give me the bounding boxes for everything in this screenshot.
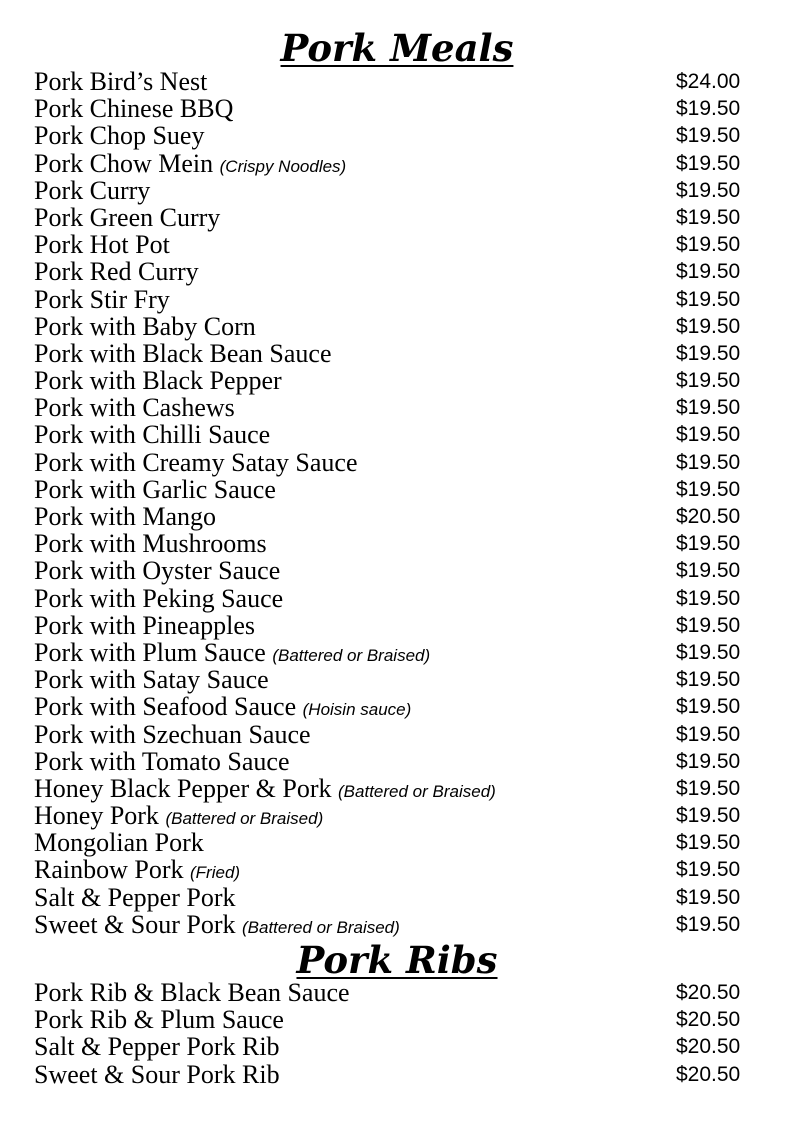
menu-item <box>0 1061 794 1088</box>
item-price: $20.50 <box>676 1062 741 1086</box>
menu-list <box>0 68 794 938</box>
item-name-text: Pork with Creamy Satay Sauce <box>34 447 358 477</box>
menu-list <box>0 979 794 1088</box>
item-price: $19.50 <box>676 586 741 610</box>
item-price: $19.50 <box>676 97 741 121</box>
item-name <box>34 979 350 1006</box>
item-name-text: Pork Bird’s Nest <box>34 67 208 96</box>
item-name-text: Pork with Peking Sauce <box>34 583 284 613</box>
item-price: $19.50 <box>676 341 741 365</box>
menu-item <box>0 476 794 503</box>
item-name-text: Pork Red Curry <box>34 257 199 287</box>
item-name <box>34 530 267 557</box>
item-name <box>34 503 216 530</box>
item-note: (Battered or Braised) <box>338 781 496 801</box>
menu-item <box>0 122 794 149</box>
item-name-text: Rainbow Pork <box>34 855 184 885</box>
item-name <box>34 340 332 367</box>
item-price: $19.50 <box>676 178 741 202</box>
item-name <box>34 1033 280 1060</box>
item-name-text: Sweet & Sour Pork <box>34 909 236 939</box>
menu-item <box>0 313 794 340</box>
menu-item <box>0 748 794 775</box>
item-price: $19.50 <box>676 314 741 338</box>
pork-ribs-section <box>0 935 794 1088</box>
item-name-text: Pork with Satay Sauce <box>34 665 269 695</box>
menu-item <box>0 231 794 258</box>
section-title: Pork Meals <box>280 26 514 70</box>
item-name <box>34 231 170 258</box>
item-price: $19.50 <box>676 776 741 800</box>
item-price: $19.50 <box>676 559 741 583</box>
item-name <box>34 68 207 95</box>
menu-item <box>0 150 794 177</box>
menu-item <box>0 856 794 883</box>
menu-item <box>0 693 794 720</box>
item-price: $19.50 <box>676 423 741 447</box>
item-name-text: Pork with Black Pepper <box>34 366 282 396</box>
item-price: $19.50 <box>676 858 741 882</box>
item-name-text: Pork Curry <box>34 175 151 205</box>
section-title: Pork Ribs <box>296 938 498 982</box>
menu-item <box>0 585 794 612</box>
menu-item <box>0 503 794 530</box>
item-note: (Battered or Braised) <box>242 917 400 937</box>
menu-item <box>0 979 794 1006</box>
item-price: $19.50 <box>676 613 741 637</box>
item-name <box>34 95 233 122</box>
menu-item <box>0 666 794 693</box>
item-name-text: Pork with Mango <box>34 502 216 531</box>
menu-item <box>0 177 794 204</box>
item-price: $19.50 <box>676 722 741 746</box>
menu-item <box>0 911 794 938</box>
item-name-text: Pork Chop Suey <box>34 121 205 151</box>
item-name-text: Pork with Baby Corn <box>34 311 256 341</box>
item-price: $19.50 <box>676 151 741 175</box>
menu-item <box>0 1006 794 1033</box>
item-name-text: Pork Stir Fry <box>34 284 170 314</box>
item-name <box>34 421 270 448</box>
item-name-text: Pork with Garlic Sauce <box>34 474 276 504</box>
item-note: (Crispy Noodles) <box>219 156 347 176</box>
menu-item <box>0 775 794 802</box>
item-price: $20.50 <box>676 1008 741 1032</box>
menu-item <box>0 394 794 421</box>
item-price: $19.50 <box>676 233 741 257</box>
item-note: (Battered or Braised) <box>272 645 431 665</box>
item-name <box>34 666 269 693</box>
item-name-text: Pork Hot Pot <box>34 230 170 260</box>
item-price: $19.50 <box>676 396 741 420</box>
item-price: $20.50 <box>676 1035 741 1059</box>
item-name-text: Pork with Black Bean Sauce <box>34 338 332 368</box>
item-name-text: Pork with Chilli Sauce <box>34 420 271 450</box>
item-note: (Battered or Braised) <box>165 809 324 829</box>
item-name <box>34 367 282 394</box>
item-name <box>34 286 170 313</box>
item-name <box>34 1006 284 1033</box>
item-name-text: Pork with Pineapples <box>34 610 255 640</box>
item-name-text: Mongolian Pork <box>34 828 204 858</box>
item-price: $19.50 <box>676 369 741 393</box>
item-name <box>34 449 358 476</box>
menu-item <box>0 204 794 231</box>
item-name-text: Honey Pork <box>34 801 159 831</box>
item-name-text: Pork Green Curry <box>34 202 221 232</box>
menu-item <box>0 612 794 639</box>
item-name-text: Pork with Mushrooms <box>34 529 267 559</box>
item-name-text: Pork with Seafood Sauce <box>34 692 297 722</box>
item-price: $20.50 <box>676 505 741 528</box>
menu-item <box>0 1033 794 1060</box>
item-name-text: Pork with Cashews <box>34 393 235 423</box>
menu-item <box>0 95 794 122</box>
item-name <box>34 177 150 204</box>
item-name-text: Pork with Plum Sauce <box>34 637 266 667</box>
item-name <box>34 204 220 231</box>
menu-item <box>0 68 794 95</box>
item-price: $19.50 <box>676 477 741 501</box>
item-name <box>34 829 204 856</box>
menu-item <box>0 449 794 476</box>
item-price: $19.50 <box>676 532 741 556</box>
item-price: $20.50 <box>676 981 741 1004</box>
item-name <box>34 748 290 775</box>
item-price: $19.50 <box>676 124 741 148</box>
item-name-text: Pork Rib & Black Bean Sauce <box>34 978 350 1007</box>
menu-item <box>0 802 794 829</box>
item-note: (Hoisin sauce) <box>302 700 412 720</box>
item-price: $19.50 <box>676 640 741 664</box>
menu-item <box>0 340 794 367</box>
item-price: $19.50 <box>676 912 741 936</box>
pork-meals-section <box>0 22 794 938</box>
item-name-text: Pork with Oyster Sauce <box>34 556 281 586</box>
item-name-text: Pork with Tomato Sauce <box>34 746 290 776</box>
item-price: $24.00 <box>676 70 741 93</box>
item-name-text: Pork Chow Mein <box>34 148 214 178</box>
item-name <box>34 557 280 584</box>
menu-item <box>0 884 794 911</box>
item-price: $19.50 <box>676 749 741 773</box>
item-price: $19.50 <box>676 831 741 855</box>
menu-item <box>0 829 794 856</box>
item-name <box>34 122 204 149</box>
item-price: $19.50 <box>676 260 741 284</box>
menu-item <box>0 258 794 285</box>
item-price: $19.50 <box>676 205 741 229</box>
item-name <box>34 394 235 421</box>
item-name <box>34 476 276 503</box>
item-price: $19.50 <box>676 804 741 828</box>
item-name <box>34 585 283 612</box>
item-name-text: Sweet & Sour Pork Rib <box>34 1059 280 1089</box>
item-name-text: Salt & Pepper Pork Rib <box>34 1032 280 1062</box>
item-name <box>34 313 256 340</box>
item-name <box>34 612 255 639</box>
item-name-text: Honey Black Pepper & Pork <box>34 773 332 803</box>
menu-item <box>0 286 794 313</box>
item-name <box>34 721 311 748</box>
menu-item <box>0 530 794 557</box>
item-price: $19.50 <box>676 668 741 692</box>
item-name-text: Salt & Pepper Pork <box>34 882 236 912</box>
item-name-text: Pork Rib & Plum Sauce <box>34 1005 284 1035</box>
item-price: $19.50 <box>676 695 741 719</box>
item-price: $19.50 <box>676 885 741 909</box>
menu-item <box>0 367 794 394</box>
menu-item <box>0 421 794 448</box>
menu-item <box>0 557 794 584</box>
item-price: $19.50 <box>676 287 741 311</box>
item-name <box>34 258 199 285</box>
item-note: (Fried) <box>190 863 241 883</box>
item-name <box>34 884 236 911</box>
item-name-text: Pork with Szechuan Sauce <box>34 719 311 749</box>
menu-item <box>0 639 794 666</box>
item-price: $19.50 <box>676 450 741 474</box>
menu-item <box>0 721 794 748</box>
item-name-text: Pork Chinese BBQ <box>34 94 234 124</box>
item-name <box>34 1061 280 1088</box>
